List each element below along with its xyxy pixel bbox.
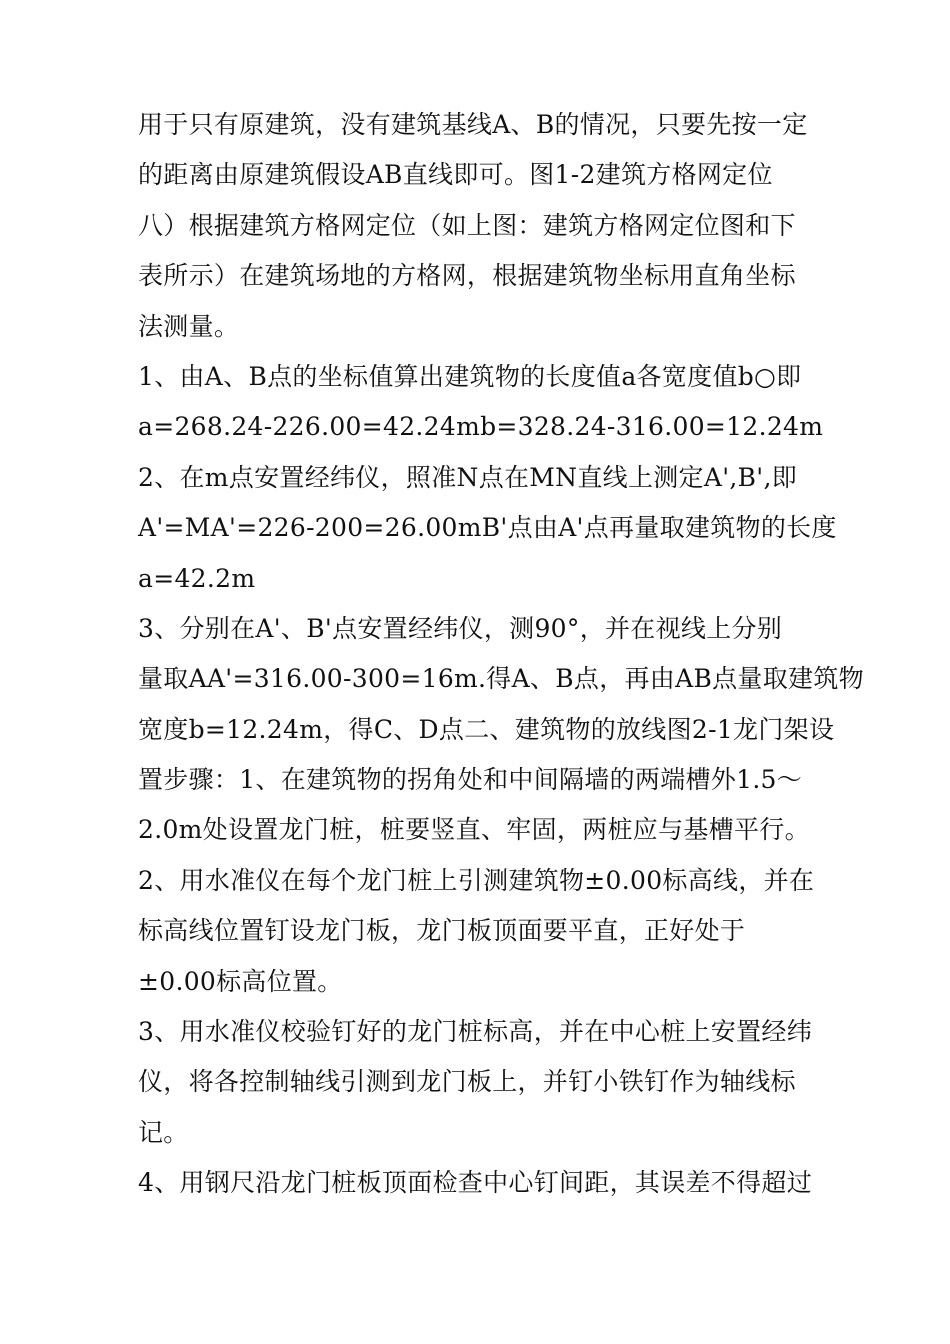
text-line: 标高线位置钉设龙门板，龙门板顶面要平直，正好处于	[138, 916, 746, 946]
text-line: a=268.24-226.00=42.24mb=328.24-316.00=12.24m	[138, 412, 824, 442]
text-line: 表所示）在建筑场地的方格网，根据建筑物坐标用直角坐标	[138, 261, 796, 291]
text-line: 宽度b=12.24m，得C、D点二、建筑物的放线图2-1龙门架设	[138, 714, 835, 744]
text-line: 量取AA'=316.00-300=16m.得A、B点，再由AB点量取建筑物	[138, 664, 864, 694]
text-line: 八）根据建筑方格网定位（如上图：建筑方格网定位图和下	[138, 210, 796, 240]
text-line: 2、用水准仪在每个龙门桩上引测建筑物±0.00标高线，并在	[138, 865, 815, 895]
text-line: 2.0m处设置龙门桩，桩要竖直、牢固，两桩应与基槽平行。	[138, 815, 810, 845]
text-line: 的距离由原建筑假设AB直线即可。图1-2建筑方格网定位	[138, 160, 773, 190]
text-line: 用于只有原建筑，没有建筑基线A、B的情况，只要先按一定	[138, 110, 808, 139]
text-line: 记。	[138, 1117, 189, 1147]
text-line: 4、用钢尺沿龙门桩板顶面检查中心钉间距，其误差不得超过	[138, 1168, 813, 1198]
text-line: 仪，将各控制轴线引测到龙门板上，并钉小铁钉作为轴线标	[138, 1067, 796, 1097]
text-line: 1、由A、B点的坐标值算出建筑物的长度值a各宽度值b○即	[138, 361, 802, 391]
text-line: 法测量。	[138, 311, 240, 341]
text-line: ±0.00标高位置。	[138, 966, 343, 996]
text-line: 3、用水准仪校验钉好的龙门桩标高，并在中心桩上安置经纬	[138, 1017, 813, 1047]
text-line: 3、分别在A'、B'点安置经纬仪，测90°，并在视线上分别	[138, 613, 783, 643]
document-body	[138, 110, 864, 1221]
text-line: 2、在m点安置经纬仪，照准N点在MN直线上测定A',B',即	[138, 462, 798, 492]
text-line: A'=MA'=226-200=26.00mB'点由A'点再量取建筑物的长度	[138, 513, 837, 543]
text-line: a=42.2m	[138, 563, 256, 593]
text-line: 置步骤：1、在建筑物的拐角处和中间隔墙的两端槽外1.5〜	[138, 765, 803, 795]
